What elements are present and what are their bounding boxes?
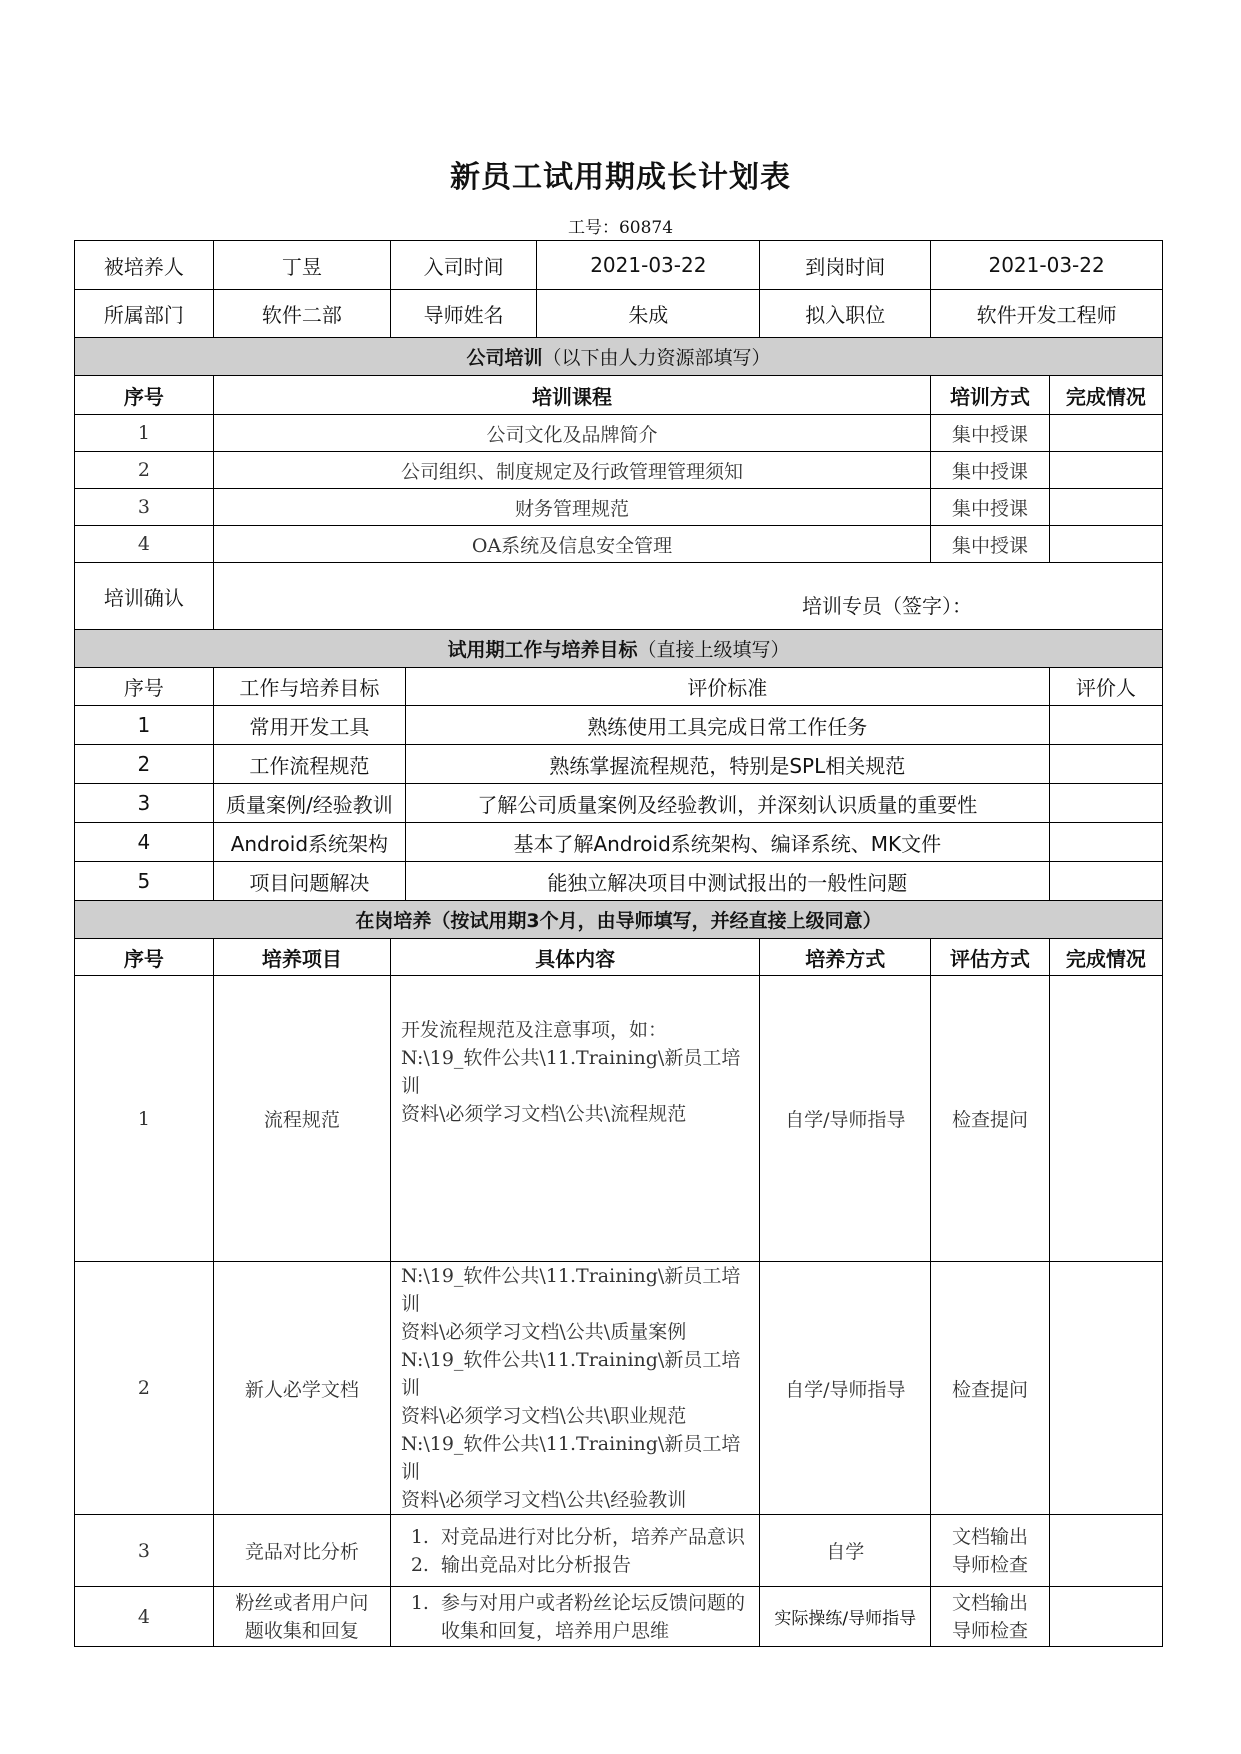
document-title: 新员工试用期成长计划表 bbox=[450, 160, 791, 195]
table-row bbox=[75, 823, 1163, 862]
header-evaluator: 评价人 bbox=[1049, 668, 1162, 706]
growth-plan-table bbox=[74, 240, 1163, 1647]
header-eval: 评估方式 bbox=[931, 939, 1049, 976]
row-standard: 基本了解Android系统架构、编译系统、MK文件 bbox=[405, 823, 1049, 862]
table-row bbox=[75, 1262, 1163, 1515]
row-no: 4 bbox=[75, 1587, 214, 1647]
row-no: 4 bbox=[75, 823, 214, 862]
company-training-section-bar bbox=[75, 338, 1163, 376]
row-method: 集中授课 bbox=[931, 415, 1049, 452]
content-line: 资料\必须学习文档\公共\职业规范 bbox=[401, 1405, 687, 1427]
row-goal: 常用开发工具 bbox=[213, 706, 405, 745]
row-method: 自学/导师指导 bbox=[760, 1262, 931, 1515]
row-goal: 项目问题解决 bbox=[213, 862, 405, 901]
row-status[interactable] bbox=[1049, 489, 1162, 526]
row-evaluator[interactable] bbox=[1049, 745, 1162, 784]
row-no: 5 bbox=[75, 862, 214, 901]
content-line: N:\19_软件公共\11.Training\新员工培训 bbox=[401, 1047, 741, 1097]
header-goal: 工作与培养目标 bbox=[213, 668, 405, 706]
row-no: 1 bbox=[75, 706, 214, 745]
table-row bbox=[75, 452, 1163, 489]
row-method: 集中授课 bbox=[931, 452, 1049, 489]
trainee-label: 被培养人 bbox=[75, 241, 214, 290]
probation-goals-title: 试用期工作与培养目标 bbox=[447, 639, 638, 661]
training-confirm-label: 培训确认 bbox=[75, 563, 214, 630]
row-method: 自学/导师指导 bbox=[760, 976, 931, 1262]
row-status[interactable] bbox=[1049, 976, 1162, 1262]
content-list-item: 1. 参与对用户或者粉丝论坛反馈问题的收集和回复，培养用户思维 bbox=[435, 1589, 755, 1645]
row-method: 自学 bbox=[760, 1515, 931, 1587]
row-eval: 检查提问 bbox=[931, 976, 1049, 1262]
row-status[interactable] bbox=[1049, 1262, 1162, 1515]
trainee-value: 丁昱 bbox=[213, 241, 390, 290]
content-line: 资料\必须学习文档\公共\流程规范 bbox=[401, 1103, 687, 1125]
content-list-item: 1. 对竞品进行对比分析，培养产品意识 bbox=[435, 1523, 755, 1551]
row-content bbox=[391, 1515, 760, 1587]
company-training-header-row bbox=[75, 376, 1163, 415]
row-goal: Android系统架构 bbox=[213, 823, 405, 862]
training-confirm-row bbox=[75, 563, 1163, 630]
header-status: 完成情况 bbox=[1049, 376, 1162, 415]
content-line: 资料\必须学习文档\公共\经验教训 bbox=[401, 1489, 687, 1511]
header-content: 具体内容 bbox=[391, 939, 760, 976]
training-confirm-signature[interactable]: 培训专员（签字）： bbox=[213, 563, 1162, 630]
header-method: 培训方式 bbox=[931, 376, 1049, 415]
company-training-note: （以下由人力资源部填写） bbox=[542, 347, 771, 369]
company-training-title: 公司培训 bbox=[466, 347, 543, 369]
row-item bbox=[213, 1587, 390, 1647]
content-line: N:\19_软件公共\11.Training\新员工培训 bbox=[401, 1349, 741, 1399]
probation-goals-header-row bbox=[75, 668, 1163, 706]
row-course: 公司组织、制度规定及行政管理管理须知 bbox=[213, 452, 930, 489]
row-eval: 检查提问 bbox=[931, 1262, 1049, 1515]
row-goal: 质量案例/经验教训 bbox=[213, 784, 405, 823]
mentor-label: 导师姓名 bbox=[391, 290, 537, 338]
post-date-value: 2021-03-22 bbox=[931, 241, 1163, 290]
table-row bbox=[75, 1587, 1163, 1647]
content-list bbox=[401, 1589, 755, 1645]
table-row bbox=[75, 526, 1163, 563]
row-status[interactable] bbox=[1049, 526, 1162, 563]
row-item: 新人必学文档 bbox=[213, 1262, 390, 1515]
row-evaluator[interactable] bbox=[1049, 784, 1162, 823]
content-line: 资料\必须学习文档\公共\质量案例 bbox=[401, 1321, 687, 1343]
row-no: 1 bbox=[75, 415, 214, 452]
row-content bbox=[391, 1262, 760, 1515]
employee-number: 工号：60874 bbox=[567, 218, 674, 238]
info-row-2 bbox=[75, 290, 1163, 338]
header-no: 序号 bbox=[75, 376, 214, 415]
row-no: 3 bbox=[75, 784, 214, 823]
onjob-training-section-bar bbox=[75, 901, 1163, 939]
probation-goals-note: （直接上级填写） bbox=[637, 639, 790, 661]
table-row bbox=[75, 489, 1163, 526]
info-row-1 bbox=[75, 241, 1163, 290]
onjob-training-header-row bbox=[75, 939, 1163, 976]
row-content bbox=[391, 1587, 760, 1647]
row-method: 实际操练/导师指导 bbox=[760, 1587, 931, 1647]
eval-line: 文档输出 bbox=[951, 1525, 1028, 1548]
row-standard: 能独立解决项目中测试报出的一般性问题 bbox=[405, 862, 1049, 901]
content-line: N:\19_软件公共\11.Training\新员工培训 bbox=[401, 1433, 741, 1483]
table-row bbox=[75, 862, 1163, 901]
table-row bbox=[75, 415, 1163, 452]
dept-value: 软件二部 bbox=[213, 290, 390, 338]
content-list bbox=[401, 1523, 755, 1579]
row-status[interactable] bbox=[1049, 452, 1162, 489]
row-status[interactable] bbox=[1049, 415, 1162, 452]
header-standard: 评价标准 bbox=[405, 668, 1049, 706]
eval-line: 导师检查 bbox=[951, 1553, 1028, 1576]
row-evaluator[interactable] bbox=[1049, 823, 1162, 862]
item-line: 粉丝或者用户问 bbox=[235, 1591, 369, 1614]
row-no: 1 bbox=[75, 976, 214, 1262]
row-eval bbox=[931, 1587, 1049, 1647]
row-no: 2 bbox=[75, 745, 214, 784]
row-eval bbox=[931, 1515, 1049, 1587]
table-row bbox=[75, 745, 1163, 784]
row-standard: 熟练掌握流程规范，特别是SPL相关规范 bbox=[405, 745, 1049, 784]
row-evaluator[interactable] bbox=[1049, 706, 1162, 745]
header-item: 培养项目 bbox=[213, 939, 390, 976]
table-row bbox=[75, 706, 1163, 745]
position-value: 软件开发工程师 bbox=[931, 290, 1163, 338]
content-line: N:\19_软件公共\11.Training\新员工培训 bbox=[401, 1265, 741, 1315]
header-course: 培训课程 bbox=[213, 376, 930, 415]
header-method: 培养方式 bbox=[760, 939, 931, 976]
join-date-value: 2021-03-22 bbox=[537, 241, 760, 290]
row-no: 2 bbox=[75, 1262, 214, 1515]
table-row bbox=[75, 976, 1163, 1262]
eval-line: 导师检查 bbox=[951, 1619, 1028, 1642]
content-list-item: 2. 输出竞品对比分析报告 bbox=[435, 1551, 755, 1579]
row-no: 2 bbox=[75, 452, 214, 489]
row-item: 流程规范 bbox=[213, 976, 390, 1262]
row-no: 4 bbox=[75, 526, 214, 563]
row-method: 集中授课 bbox=[931, 489, 1049, 526]
row-standard: 熟练使用工具完成日常工作任务 bbox=[405, 706, 1049, 745]
row-no: 3 bbox=[75, 1515, 214, 1587]
header-no: 序号 bbox=[75, 939, 214, 976]
content-line: 开发流程规范及注意事项，如： bbox=[401, 1019, 668, 1041]
join-date-label: 入司时间 bbox=[391, 241, 537, 290]
row-status[interactable] bbox=[1049, 1515, 1162, 1587]
table-row bbox=[75, 784, 1163, 823]
row-status[interactable] bbox=[1049, 1587, 1162, 1647]
position-label: 拟入职位 bbox=[760, 290, 931, 338]
table-row bbox=[75, 1515, 1163, 1587]
eval-line: 文档输出 bbox=[951, 1591, 1028, 1614]
probation-goals-section-bar bbox=[75, 630, 1163, 668]
row-method: 集中授课 bbox=[931, 526, 1049, 563]
header-status: 完成情况 bbox=[1049, 939, 1162, 976]
item-line: 题收集和回复 bbox=[244, 1619, 359, 1642]
post-date-label: 到岗时间 bbox=[760, 241, 931, 290]
row-evaluator[interactable] bbox=[1049, 862, 1162, 901]
row-goal: 工作流程规范 bbox=[213, 745, 405, 784]
row-course: 财务管理规范 bbox=[213, 489, 930, 526]
dept-label: 所属部门 bbox=[75, 290, 214, 338]
row-course: OA系统及信息安全管理 bbox=[213, 526, 930, 563]
onjob-training-title: 在岗培养（按试用期3个月，由导师填写，并经直接上级同意） bbox=[355, 910, 882, 932]
row-course: 公司文化及品牌简介 bbox=[213, 415, 930, 452]
row-item: 竞品对比分析 bbox=[213, 1515, 390, 1587]
row-content bbox=[391, 976, 760, 1262]
row-no: 3 bbox=[75, 489, 214, 526]
header-no: 序号 bbox=[75, 668, 214, 706]
row-standard: 了解公司质量案例及经验教训，并深刻认识质量的重要性 bbox=[405, 784, 1049, 823]
mentor-value: 朱成 bbox=[537, 290, 760, 338]
